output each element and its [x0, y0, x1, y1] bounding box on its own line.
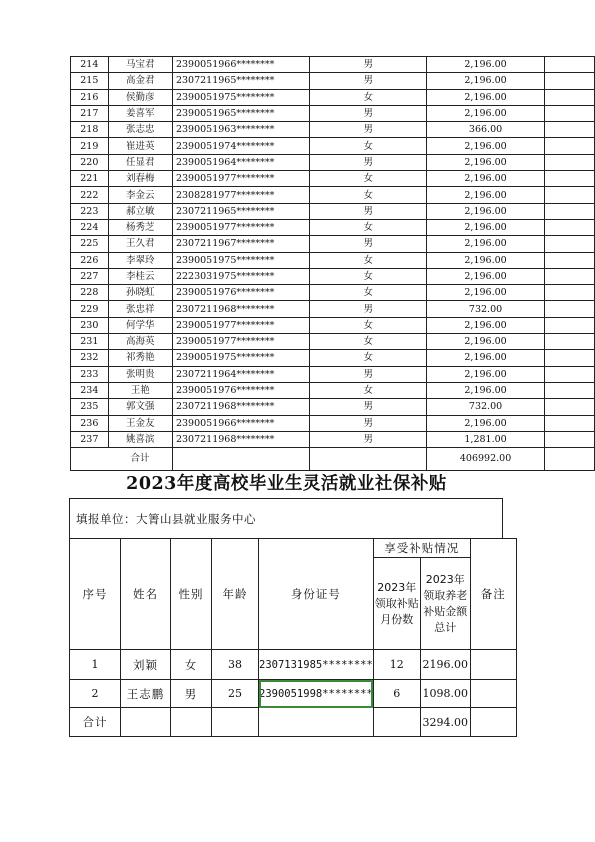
form-row: [70, 650, 517, 680]
ledger-row-amount: 2,196.00: [427, 252, 545, 268]
form-total-label: 合计: [70, 708, 121, 737]
ledger-row-sex: 男: [310, 73, 427, 89]
header-seq: 序号: [70, 539, 121, 650]
ledger-row-tail: [544, 89, 594, 105]
ledger-row-amount: 2,196.00: [427, 57, 545, 73]
reporting-unit: 填报单位：大箐山县就业服务中心: [76, 512, 256, 526]
ledger-row-amount: 2,196.00: [427, 415, 545, 431]
ledger-row-tail: [544, 399, 594, 415]
ledger-row-amount: 2,196.00: [427, 138, 545, 154]
form-total-row: [70, 708, 517, 737]
ledger-row: [71, 252, 595, 268]
header-sex: 性别: [171, 539, 212, 650]
row1-seq: 1: [70, 650, 121, 680]
ledger-row: [71, 154, 595, 170]
ledger-row-amount: 2,196.00: [427, 350, 545, 366]
row2-remark: [470, 680, 516, 708]
ledger-row-index: 219: [71, 138, 109, 154]
ledger-row-index: 228: [71, 285, 109, 301]
subsidy-form-table: [69, 538, 517, 737]
ledger-row-name: 李桂云: [108, 268, 172, 284]
ledger-row: [71, 236, 595, 252]
ledger-row-index: 231: [71, 334, 109, 350]
ledger-row-sex: 女: [310, 334, 427, 350]
ledger-row: [71, 138, 595, 154]
header-age: 年龄: [212, 539, 259, 650]
ledger-row-tail: [544, 73, 594, 89]
ledger-row-id-number: 2307211965********: [172, 73, 309, 89]
unit-row: [69, 498, 503, 538]
ledger-row-amount: 2,196.00: [427, 317, 545, 333]
form-total-empty-name: [121, 708, 171, 737]
form-total-empty-remark: [470, 708, 516, 737]
ledger-row-name: 杨秀芝: [108, 219, 172, 235]
ledger-row-sex: 男: [310, 203, 427, 219]
ledger-row: [71, 203, 595, 219]
ledger-row-index: 214: [71, 57, 109, 73]
ledger-row-index: 223: [71, 203, 109, 219]
ledger-row-id-number: 2390051963********: [172, 122, 309, 138]
ledger-row-id-number: 2307211967********: [172, 236, 309, 252]
form-total-amount: 3294.00: [420, 708, 470, 737]
ledger-total-empty-sex: [310, 448, 427, 471]
ledger-row: [71, 334, 595, 350]
ledger-row-amount: 2,196.00: [427, 268, 545, 284]
ledger-row-name: 高海英: [108, 334, 172, 350]
ledger-row-name: 高金君: [108, 73, 172, 89]
ledger-row-name: 张忠祥: [108, 301, 172, 317]
ledger-row-id-number: 2390051976********: [172, 285, 309, 301]
ledger-row-index: 236: [71, 415, 109, 431]
ledger-row-id-number: 2390051977********: [172, 171, 309, 187]
ledger-row-sex: 女: [310, 138, 427, 154]
ledger-row-sex: 女: [310, 285, 427, 301]
ledger-row-sex: 女: [310, 252, 427, 268]
ledger-total-tail: [544, 448, 594, 471]
ledger-row-index: 227: [71, 268, 109, 284]
ledger-row-amount: 2,196.00: [427, 236, 545, 252]
ledger-row-index: 235: [71, 399, 109, 415]
ledger-row-name: 张志忠: [108, 122, 172, 138]
ledger-row-amount: 2,196.00: [427, 187, 545, 203]
ledger-row: [71, 122, 595, 138]
ledger-row-sex: 男: [310, 105, 427, 121]
ledger-row-tail: [544, 366, 594, 382]
ledger-total-label: 合计: [108, 448, 172, 471]
ledger-row-index: 218: [71, 122, 109, 138]
ledger-row-tail: [544, 301, 594, 317]
ledger-row-amount: 2,196.00: [427, 73, 545, 89]
ledger-row-id-number: 2307211968********: [172, 431, 309, 447]
ledger-row-tail: [544, 252, 594, 268]
row2-seq: 2: [70, 680, 121, 708]
ledger-row-index: 216: [71, 89, 109, 105]
ledger-row-sex: 女: [310, 171, 427, 187]
ledger-row-id-number: 2307211968********: [172, 301, 309, 317]
ledger-row: [71, 73, 595, 89]
ledger-row: [71, 301, 595, 317]
ledger-row-sex: 男: [310, 57, 427, 73]
ledger-row: [71, 187, 595, 203]
ledger-row-tail: [544, 154, 594, 170]
ledger-row-tail: [544, 317, 594, 333]
ledger-row-tail: [544, 431, 594, 447]
ledger-row-id-number: 2390051966********: [172, 415, 309, 431]
header-remark: 备注: [470, 539, 516, 650]
ledger-row-amount: 366.00: [427, 122, 545, 138]
ledger-total-spacer: [71, 448, 109, 471]
ledger-row-name: 张明贵: [108, 366, 172, 382]
ledger-row-id-number: 2390051964********: [172, 154, 309, 170]
ledger-row-name: 刘春梅: [108, 171, 172, 187]
ledger-row-tail: [544, 187, 594, 203]
ledger-row-sex: 男: [310, 415, 427, 431]
ledger-row-sex: 女: [310, 219, 427, 235]
form-total-empty-id: [259, 708, 374, 737]
ledger-row-name: 崔进英: [108, 138, 172, 154]
ledger-row-id-number: 2223031975********: [172, 268, 309, 284]
header-id: 身份证号: [259, 539, 374, 650]
ledger-row-amount: 2,196.00: [427, 366, 545, 382]
ledger-row-name: 姜喜军: [108, 105, 172, 121]
ledger-row-id-number: 2390051975********: [172, 89, 309, 105]
ledger-row-id-number: 2390051977********: [172, 317, 309, 333]
ledger-row-amount: 732.00: [427, 399, 545, 415]
ledger-row-tail: [544, 236, 594, 252]
ledger-row-name: 王久君: [108, 236, 172, 252]
ledger-row: [71, 57, 595, 73]
ledger-row-amount: 2,196.00: [427, 154, 545, 170]
row2-amount: 1098.00: [420, 680, 470, 708]
ledger-row-index: 220: [71, 154, 109, 170]
ledger-row-name: 孙晓虹: [108, 285, 172, 301]
ledger-row-index: 230: [71, 317, 109, 333]
ledger-row: [71, 219, 595, 235]
ledger-row-index: 237: [71, 431, 109, 447]
ledger-row-amount: 2,196.00: [427, 171, 545, 187]
ledger-row-tail: [544, 122, 594, 138]
ledger-row-id-number: 2390051975********: [172, 350, 309, 366]
ledger-row-name: 郭文强: [108, 399, 172, 415]
ledger-row-amount: 2,196.00: [427, 105, 545, 121]
ledger-row-name: 侯勤彦: [108, 89, 172, 105]
ledger-row: [71, 431, 595, 447]
ledger-row-sex: 男: [310, 154, 427, 170]
ledger-row-amount: 2,196.00: [427, 203, 545, 219]
ledger-row-id-number: 2390051977********: [172, 219, 309, 235]
ledger-row-tail: [544, 350, 594, 366]
form-total-empty-age: [212, 708, 259, 737]
row2-name: 王志鹏: [121, 680, 171, 708]
ledger-row: [71, 382, 595, 398]
ledger-row-index: 224: [71, 219, 109, 235]
ledger-row: [71, 415, 595, 431]
ledger-row-sex: 男: [310, 431, 427, 447]
ledger-row: [71, 399, 595, 415]
ledger-row-amount: 2,196.00: [427, 382, 545, 398]
ledger-row-id-number: 2307211964********: [172, 366, 309, 382]
ledger-row-tail: [544, 382, 594, 398]
ledger-row-sex: 男: [310, 122, 427, 138]
ledger-row-index: 215: [71, 73, 109, 89]
ledger-row-name: 王金友: [108, 415, 172, 431]
form-total-empty-months: [373, 708, 420, 737]
ledger-row: [71, 105, 595, 121]
ledger-row-tail: [544, 203, 594, 219]
header-pension: 2023年领取养老补贴金额总计: [420, 558, 470, 650]
ledger-row-name: 李翠玲: [108, 252, 172, 268]
ledger-total-amount: 406992.00: [427, 448, 545, 471]
ledger-row-tail: [544, 285, 594, 301]
ledger-row-id-number: 2390051976********: [172, 382, 309, 398]
row2-sex: 男: [171, 680, 212, 708]
ledger-row: [71, 285, 595, 301]
ledger-row-index: 234: [71, 382, 109, 398]
ledger-total-row: [71, 448, 595, 471]
ledger-row-tail: [544, 105, 594, 121]
ledger-row-index: 217: [71, 105, 109, 121]
ledger-row-sex: 男: [310, 236, 427, 252]
ledger-row-index: 229: [71, 301, 109, 317]
form-total-empty-sex: [171, 708, 212, 737]
ledger-row-sex: 女: [310, 382, 427, 398]
row1-sex: 女: [171, 650, 212, 680]
ledger-row-id-number: 2390051966********: [172, 57, 309, 73]
ledger-row-index: 225: [71, 236, 109, 252]
ledger-row-index: 226: [71, 252, 109, 268]
ledger-row-index: 222: [71, 187, 109, 203]
ledger-row-name: 郝立敏: [108, 203, 172, 219]
ledger-row-amount: 2,196.00: [427, 89, 545, 105]
row1-id: 2307131985********: [259, 650, 374, 680]
ledger-row: [71, 366, 595, 382]
form-title: 2023年度高校毕业生灵活就业社保补贴: [126, 474, 447, 494]
ledger-row-id-number: 2390051975********: [172, 252, 309, 268]
ledger-total-empty-id: [172, 448, 309, 471]
ledger-row-id-number: 2307211968********: [172, 399, 309, 415]
ledger-row-id-number: 2390051974********: [172, 138, 309, 154]
ledger-row-index: 232: [71, 350, 109, 366]
header-subsidy-group: 享受补贴情况: [373, 539, 470, 558]
ledger-row-sex: 男: [310, 366, 427, 382]
ledger-row-id-number: 2390051977********: [172, 334, 309, 350]
form-row: [70, 680, 517, 708]
header-months: 2023年领取补贴月份数: [373, 558, 420, 650]
ledger-table: [70, 56, 595, 471]
ledger-row-name: 何学华: [108, 317, 172, 333]
ledger-row: [71, 171, 595, 187]
ledger-row: [71, 268, 595, 284]
ledger-row: [71, 89, 595, 105]
ledger-row: [71, 317, 595, 333]
ledger-row-tail: [544, 334, 594, 350]
ledger-row-sex: 女: [310, 187, 427, 203]
ledger-row-id-number: 2307211965********: [172, 203, 309, 219]
ledger-row-name: 马宝君: [108, 57, 172, 73]
ledger-row-index: 233: [71, 366, 109, 382]
ledger-row-tail: [544, 415, 594, 431]
ledger-row-amount: 2,196.00: [427, 219, 545, 235]
ledger-row-name: 王艳: [108, 382, 172, 398]
ledger-row-id-number: 2390051965********: [172, 105, 309, 121]
ledger-row-name: 李金云: [108, 187, 172, 203]
ledger-row-sex: 女: [310, 350, 427, 366]
ledger-row-sex: 女: [310, 89, 427, 105]
ledger-row-amount: 732.00: [427, 301, 545, 317]
ledger-row-sex: 女: [310, 317, 427, 333]
row1-amount: 2196.00: [420, 650, 470, 680]
ledger-row-name: 姚喜滨: [108, 431, 172, 447]
ledger-row-tail: [544, 138, 594, 154]
ledger-row-index: 221: [71, 171, 109, 187]
row1-remark: [470, 650, 516, 680]
ledger-row-id-number: 2308281977********: [172, 187, 309, 203]
ledger-row: [71, 350, 595, 366]
ledger-row-tail: [544, 268, 594, 284]
header-name: 姓名: [121, 539, 171, 650]
row1-months: 12: [373, 650, 420, 680]
row1-age: 38: [212, 650, 259, 680]
ledger-row-name: 任显君: [108, 154, 172, 170]
ledger-row-tail: [544, 219, 594, 235]
row1-name: 刘颖: [121, 650, 171, 680]
ledger-row-amount: 2,196.00: [427, 334, 545, 350]
row2-age: 25: [212, 680, 259, 708]
ledger-row-sex: 男: [310, 399, 427, 415]
row2-months: 6: [373, 680, 420, 708]
ledger-row-sex: 女: [310, 268, 427, 284]
row2-id-selected-cell[interactable]: 2390051998********: [259, 680, 374, 708]
ledger-row-tail: [544, 171, 594, 187]
ledger-row-amount: 1,281.00: [427, 431, 545, 447]
ledger-row-name: 祁秀艳: [108, 350, 172, 366]
ledger-row-amount: 2,196.00: [427, 285, 545, 301]
ledger-row-sex: 男: [310, 301, 427, 317]
ledger-row-tail: [544, 57, 594, 73]
